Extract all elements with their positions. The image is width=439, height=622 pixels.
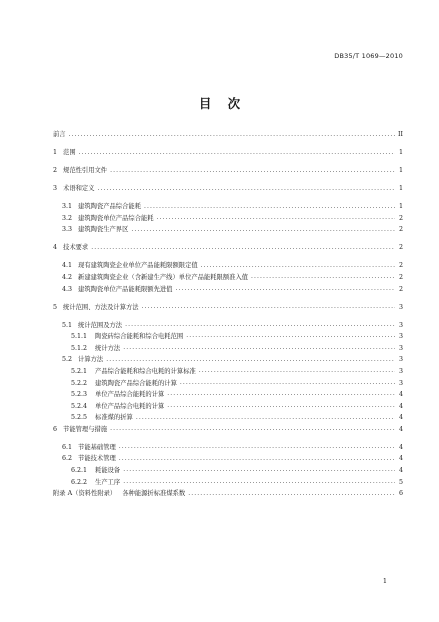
toc-entry-page: 3 xyxy=(398,321,403,329)
dot-leader xyxy=(131,227,395,233)
toc-entry[interactable] xyxy=(53,398,403,410)
page-number: 1 xyxy=(382,577,387,585)
dot-leader xyxy=(123,345,395,351)
toc-entry-page: 1 xyxy=(398,185,403,193)
dot-leader xyxy=(201,263,395,269)
toc-entry[interactable] xyxy=(53,451,403,463)
toc-entry-label: 单位产品综合能耗的计算 xyxy=(95,391,165,399)
toc-entry-number: 5.1.2 xyxy=(71,344,88,352)
dot-leader xyxy=(123,467,395,473)
toc-entry-page: 2 xyxy=(398,226,403,234)
toc-entry-number: 4.1 xyxy=(62,262,73,270)
toc-entry[interactable] xyxy=(53,463,403,475)
toc-entry-label: 节能技术管理 xyxy=(78,455,116,463)
toc-entry-number: 5.2.1 xyxy=(71,367,88,375)
toc-entry[interactable] xyxy=(53,270,403,282)
toc-entry-label: 产品综合能耗和综合电耗的计算标准 xyxy=(95,367,196,375)
dot-leader xyxy=(69,132,395,138)
toc-entry-page: 6 xyxy=(398,490,403,498)
toc-entry-label: 陶瓷砖综合能耗和综合电耗范围 xyxy=(95,333,184,341)
dot-leader xyxy=(119,456,395,462)
toc-entry-label: 建筑陶瓷单位产品能耗限额先进值 xyxy=(78,285,173,293)
toc-entry-page: 4 xyxy=(398,425,403,433)
toc-entry-label: 节能基础管理 xyxy=(78,443,116,451)
toc-entry-label: 术语和定义 xyxy=(63,185,95,193)
toc-entry-page: 4 xyxy=(398,467,403,475)
toc-entry-label: 前言 xyxy=(53,131,66,139)
toc-entry-page: 5 xyxy=(398,478,403,486)
toc-entry-number: 3.3 xyxy=(62,226,73,234)
dot-leader xyxy=(167,391,395,397)
toc-entry-number: 5 xyxy=(53,303,58,311)
toc-entry-number: 5.1.1 xyxy=(71,333,88,341)
toc-entry-page: 3 xyxy=(398,303,403,311)
toc-entry-number: 5.1 xyxy=(62,321,73,329)
toc-entry-page: 2 xyxy=(398,285,403,293)
toc-entry-page: 2 xyxy=(398,273,403,281)
table-of-contents xyxy=(53,127,403,498)
toc-entry[interactable] xyxy=(53,240,403,252)
toc-entry-page: 4 xyxy=(398,391,403,399)
toc-entry-label: 单位产品综合电耗的计算 xyxy=(95,402,165,410)
toc-entry-label: 统计方法 xyxy=(95,344,121,352)
toc-entry-page: 4 xyxy=(398,414,403,422)
toc-entry[interactable] xyxy=(53,364,403,376)
toc-entry[interactable] xyxy=(53,340,403,352)
toc-entry-label: 现有建筑陶瓷企业单位产品能耗限额限定值 xyxy=(78,262,198,270)
toc-entry-label: 新建建筑陶瓷企业（含新建生产线）单位产品能耗限额准入值 xyxy=(78,273,249,281)
toc-entry-page: 3 xyxy=(398,344,403,352)
toc-entry-number: 6 xyxy=(53,425,58,433)
toc-entry-label: 耗能设备 xyxy=(95,467,121,475)
toc-entry-number: 6.2.2 xyxy=(71,478,88,486)
dot-leader xyxy=(98,186,396,192)
dot-leader xyxy=(157,215,395,221)
toc-entry-page: 4 xyxy=(398,455,403,463)
toc-entry[interactable] xyxy=(53,317,403,329)
toc-entry-number: 3.2 xyxy=(62,214,73,222)
toc-entry-number: 5.2.2 xyxy=(71,379,88,387)
toc-entry-number: 5.2.5 xyxy=(71,414,88,422)
toc-entry[interactable] xyxy=(53,440,403,452)
toc-entry-label: 规范性引用文件 xyxy=(63,167,108,175)
dot-leader xyxy=(175,286,395,292)
toc-entry-page: 1 xyxy=(398,149,403,157)
toc-entry[interactable] xyxy=(53,474,403,486)
toc-entry[interactable] xyxy=(53,258,403,270)
toc-entry-label: 生产工序 xyxy=(95,478,121,486)
toc-entry-page: 1 xyxy=(398,203,403,211)
dot-leader xyxy=(251,274,395,280)
document-number: DB35/T 1069—2010 xyxy=(334,52,403,60)
toc-entry-number: 3 xyxy=(53,185,58,193)
dot-leader xyxy=(125,322,395,328)
toc-entry-label: 建筑陶瓷产品综合能耗 xyxy=(78,203,141,211)
dot-leader xyxy=(123,479,395,485)
toc-entry-page: 3 xyxy=(398,333,403,341)
toc-entry[interactable] xyxy=(53,375,403,387)
toc-entry-label: 节能管理与措施 xyxy=(63,425,108,433)
toc-entry-page: 2 xyxy=(398,244,403,252)
dot-leader xyxy=(142,304,395,310)
toc-entry[interactable] xyxy=(53,352,403,364)
dot-leader xyxy=(91,245,395,251)
toc-entry-page: 4 xyxy=(398,402,403,410)
dot-leader xyxy=(180,380,395,386)
dot-leader xyxy=(186,333,395,339)
toc-entry[interactable] xyxy=(53,163,403,175)
toc-entry-number: 3.1 xyxy=(62,203,73,211)
dot-leader xyxy=(144,204,395,210)
toc-entry-page: 1 xyxy=(398,167,403,175)
dot-leader xyxy=(188,491,395,497)
toc-entry-page: 2 xyxy=(398,214,403,222)
toc-entry[interactable] xyxy=(53,222,403,234)
toc-entry-page: 4 xyxy=(398,443,403,451)
dot-leader xyxy=(110,168,395,174)
toc-entry-number: 6.2 xyxy=(62,455,73,463)
toc-entry-page: II xyxy=(398,131,403,139)
toc-entry-label: 技术要求 xyxy=(63,244,89,252)
toc-entry-number: 5.2.4 xyxy=(71,402,88,410)
toc-entry-number: 4.3 xyxy=(62,285,73,293)
toc-entry[interactable] xyxy=(53,299,403,311)
toc-entry-number: 6.1 xyxy=(62,443,73,451)
toc-entry[interactable] xyxy=(53,410,403,422)
toc-entry-label: 计算方法 xyxy=(78,356,104,364)
toc-entry-page: 3 xyxy=(398,379,403,387)
toc-entry[interactable] xyxy=(53,199,403,211)
toc-entry-label: 统计范围、方法及计算方法 xyxy=(63,303,139,311)
toc-entry[interactable] xyxy=(53,145,403,157)
toc-entry-label: 建筑陶瓷产品综合能耗的计算 xyxy=(95,379,177,387)
toc-entry-number: 5.2.3 xyxy=(71,391,88,399)
toc-entry[interactable] xyxy=(53,181,403,193)
toc-entry[interactable] xyxy=(53,329,403,341)
toc-entry-label: 各种能源折标准煤系数 xyxy=(122,490,186,498)
dot-leader xyxy=(106,357,395,363)
toc-entry-page: 2 xyxy=(398,262,403,270)
dot-leader xyxy=(167,403,395,409)
toc-entry-number: 5.2 xyxy=(62,356,73,364)
toc-entry-number: 4 xyxy=(53,244,58,252)
toc-entry-number: 6.2.1 xyxy=(71,467,88,475)
toc-entry-label: 标准煤的折算 xyxy=(95,414,133,422)
dot-leader xyxy=(136,415,395,421)
toc-entry[interactable] xyxy=(53,281,403,293)
toc-entry-number: 2 xyxy=(53,167,58,175)
toc-entry-number: 附录 A（资料性附录） xyxy=(53,490,117,498)
toc-entry[interactable] xyxy=(53,387,403,399)
dot-leader xyxy=(110,426,395,432)
toc-entry[interactable] xyxy=(53,211,403,223)
dot-leader xyxy=(119,444,395,450)
toc-entry[interactable] xyxy=(53,127,403,139)
dot-leader xyxy=(79,150,395,156)
toc-entry-page: 3 xyxy=(398,367,403,375)
toc-entry[interactable] xyxy=(53,422,403,434)
toc-entry-label: 建筑陶瓷生产界区 xyxy=(78,226,129,234)
toc-entry-label: 建筑陶瓷单位产品综合能耗 xyxy=(78,214,154,222)
toc-entry[interactable] xyxy=(53,486,403,498)
toc-entry-label: 统计范围及方法 xyxy=(78,321,123,329)
dot-leader xyxy=(199,368,395,374)
toc-entry-label: 范围 xyxy=(63,149,76,157)
toc-entry-number: 1 xyxy=(53,149,58,157)
page-title: 目 次 xyxy=(198,96,241,111)
toc-entry-page: 3 xyxy=(398,356,403,364)
toc-entry-number: 4.2 xyxy=(62,273,73,281)
